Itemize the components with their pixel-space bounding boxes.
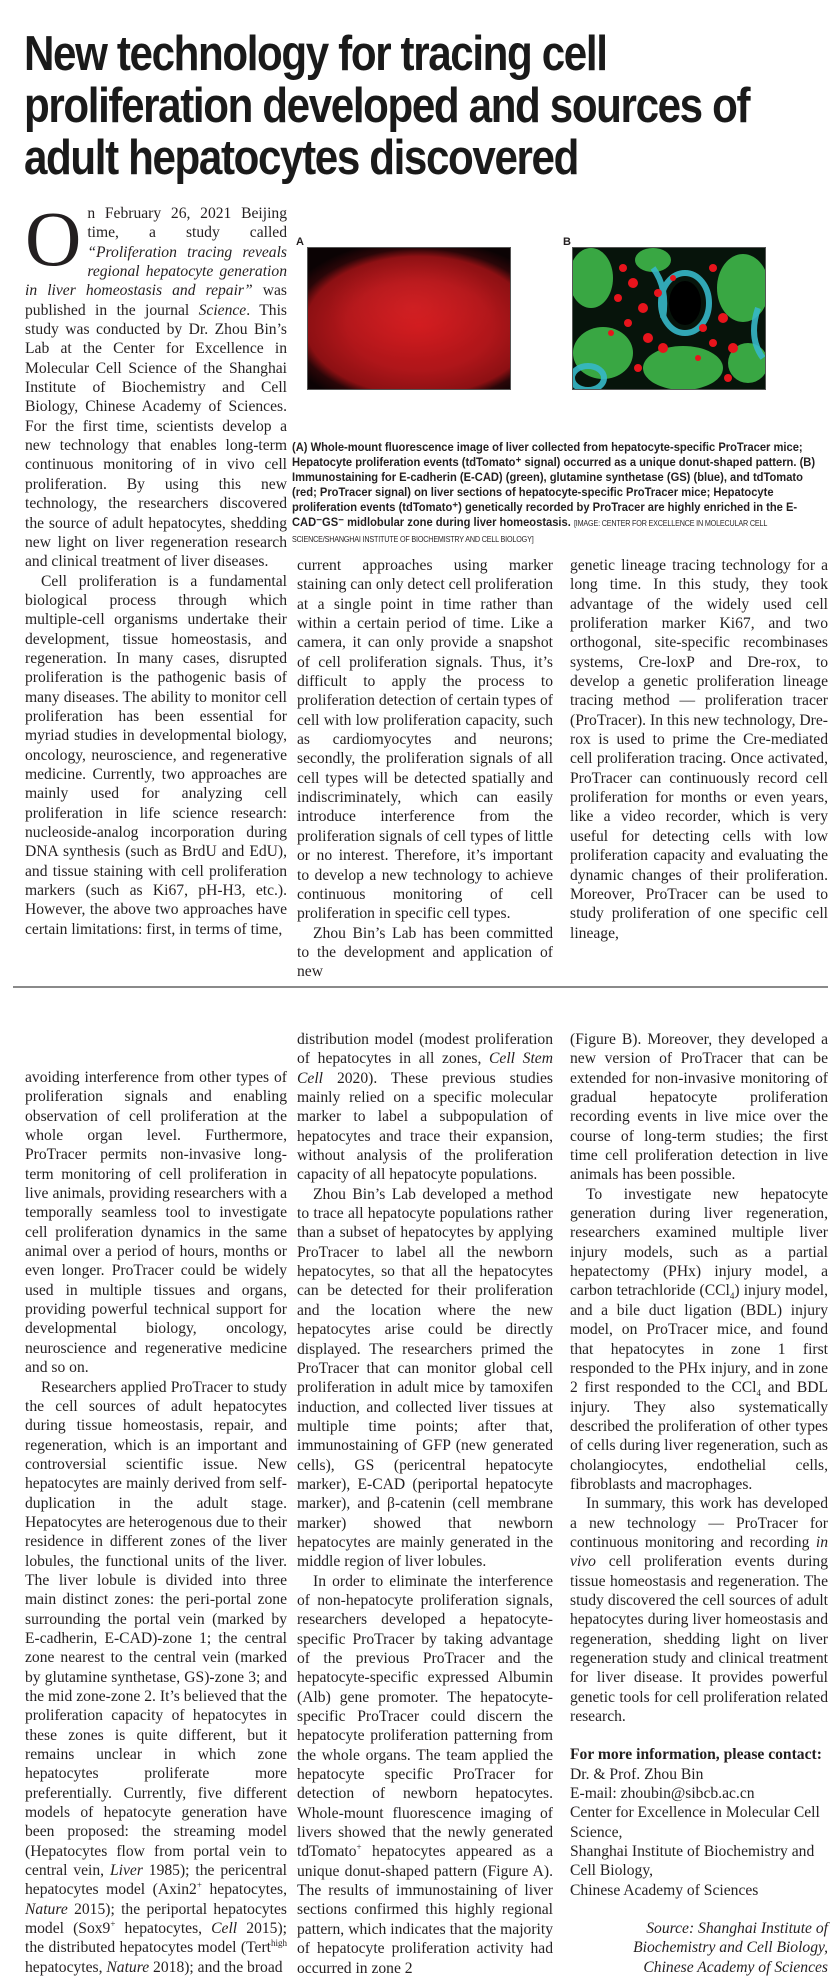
figure-label-b: B bbox=[563, 236, 571, 248]
intro-paragraph: On February 26, 2021 Beijing time, a study called “Proliferation tracing reveals regional hepatocyte generation in liver homeostasis and repair” was published in the journal Science. This study was conducted by Dr. Zhou Bin’s Lab at the Center for Excellence in Molecular Cell Science of the Shanghai Institute of Biochemistry and Cell Biology, Chinese Academy of Sciences. For the first time, scientists develop a new technology that enables long-term continuous monitoring of in vivo cell proliferation. By using this new technology, the researchers discovered the source of adult hepatocytes, shedding new light on liver regeneration research and clinical treatment of liver diseases. bbox=[25, 195, 287, 571]
paragraph: (Figure B). Moreover, they developed a new version of ProTracer that can be extended for non-invasive monitoring of gradual hepatocyte proliferation recording events in live mice over the course of long-term studies; the first time cell proliferation detection in live animals has been possible. bbox=[570, 1031, 828, 1184]
paragraph: Researchers applied ProTracer to study the cell sources of adult hepatocytes during tissue homeostasis, repair, and regeneration, which is an important and controversial scientific issue. New hepatocytes are mainly derived from self-duplication in the adult stage. Hepatocytes are heterogenous due to their residence in different zones of the liver lobules, the functional units of the liver. The liver lobule is divided into three main distinct zones: the peri-portal zone surrounding the portal vein (marked by E-cadherin, E-CAD)-zone 1; the central zone nearest to the central vein (marked by glutamine synthetase, GS)-zone 3; and the mid zone-zone 2. It’s believed that the proliferation capacity of hepatocytes in these zones is quite different, but it remains unclear in which zone hepatocytes proliferate more preferentially. Currently, five different models of hepatocyte generation have been proposed: the streaming model (Hepatocytes flow from portal vein to central vein, Liver 1985); the pericentral hepatocytes model (Axin2+ hepatocytes, Nature 2015); the periportal hepatocytes model (Sox9+ hepatocytes, Cell 2015); the distributed hepatocytes model (Tert$^{high}$ hepatocytes, Nature 2018); and the broad bbox=[25, 1378, 288, 1976]
section-divider bbox=[13, 986, 828, 988]
paragraph: genetic lineage tracing technology for a long time. In this study, they took advantage of the widely used cell proliferation marker Ki67, and two orthogonal, site-specific recombinases systems, Cre-loxP and Dre-rox, to develop a genetic proliferation lineage tracing method — proliferation tracer (ProTracer). In this new technology, Dre-rox is used to prime the Cre-mediated cell proliferation tracing. Once activated, ProTracer can continuously record cell proliferation for months or even years, like a video recorder, which is very useful for detecting cells with low proliferation capacity and evaluating the dynamic changes of their proliferation. Moreover, ProTracer can be used to study proliferation of one specific cell lineage, bbox=[570, 557, 828, 942]
column-upper-right bbox=[570, 556, 828, 943]
contact-org: Chinese Academy of Sciences bbox=[570, 1881, 759, 1899]
contact-org: Shanghai Institute of Biochemistry and Cell Biology, bbox=[570, 1843, 815, 1880]
figure-b-immunostaining-image bbox=[572, 247, 766, 390]
figure-a-liver-image bbox=[307, 247, 511, 390]
article-title: New technology for tracing cell proliferation developed and sources of adult hepatocytes discovered bbox=[24, 27, 750, 185]
immunostaining-illustration bbox=[573, 248, 765, 389]
paragraph: current approaches using marker staining can only detect cell proliferation at a single point in time rather than within a certain period of time. Like a camera, it can only provide a snapshot of cell proliferation signals. Thus, it’s difficult to apply the process to proliferation detection of certain types of cell with low proliferation capacity, such as cardiomyocytes and neurons; secondly, the proliferation signals of all cell types will be detected spatially and indiscriminately, which can easily introduce interference from the proliferation signals of cell types of little or no interest. Therefore, it’s important to develop a new technology to achieve continuous monitoring of cell proliferation in specific cell types. bbox=[297, 557, 553, 923]
column-upper-middle bbox=[297, 556, 553, 982]
column-lower-right bbox=[570, 1030, 828, 1977]
paragraph: avoiding interference from other types of proliferation signals and enabling observation of cell proliferation at the whole organ level. Furthermore, ProTracer permits non-invasive long-term monitoring of cell proliferation in live animals, providing researchers with a temporally seamless tool to investigate cell proliferation dynamics in the same animal over a period of hours, months or even longer. ProTracer could be widely used in multiple tissues and organs, providing powerful technical support for developmental biology, oncology, neuroscience and regenerative medicine and so on. bbox=[25, 1069, 287, 1377]
journal-name: Science bbox=[198, 301, 247, 319]
contact-org: Center for Excellence in Molecular Cell Science, bbox=[570, 1804, 820, 1841]
paragraph: Zhou Bin’s Lab has been committed to the development and application of new bbox=[297, 924, 553, 981]
figure-label-a: A bbox=[296, 236, 304, 248]
source-credit: Source: Shanghai Institute of Biochemistry and Cell Biology, Chinese Academy of Sciences bbox=[633, 1920, 828, 1976]
column-lower-left bbox=[25, 1068, 287, 1977]
study-title: “Proliferation tracing reveals regional hepatocyte generation in liver homeostasis and repair” bbox=[25, 243, 287, 300]
paragraph: In summary, this work has developed a new technology — ProTracer for continuous monitoring and recording in vivo cell proliferation events during tissue homeostasis and regeneration. The study discovered the cell sources of adult hepatocytes during liver homeostasis and regeneration, shedding light on liver regeneration study and clinical treatment for liver disease. It provides powerful genetic tools for cell proliferation related research. bbox=[570, 1495, 828, 1726]
paragraph: Cell proliferation is a fundamental biological process through which multiple-cell organisms undertake their development, tissue homeostasis, and regeneration. In many cases, disrupted proliferation is the pathogenic basis of many diseases. The ability to monitor cell proliferation has been essential for myriad studies in developmental biology, oncology, neuroscience, and regenerative medicine. Currently, two approaches are mainly used for analyzing cell proliferation in life science research: nucleoside-analog incorporation during DNA synthesis (such as BrdU and EdU), and tissue staining with cell proliferation markers (such as Ki67, pH-H3, etc.). However, the above two approaches have certain limitations: first, in terms of time, bbox=[25, 572, 287, 938]
contact-name: Dr. & Prof. Zhou Bin bbox=[570, 1765, 704, 1783]
paragraph: To investigate new hepatocyte generation during liver regeneration, researchers examined multiple liver injury models, such as a partial hepatectomy (PHx) injury model, a carbon tetrachloride (CCl$_4$) injury model, and a bile duct ligation (BDL) injury model, on ProTracer mice, and found that hepatocytes in zone 1 first responded to the PHx injury, and in zone 2 first responded to the CCl$_4$ and BDL injury. They also systematically described the proliferation of other types of cells during liver regeneration, such as cholangiocytes, endothelial cells, fibroblasts and macrophages. bbox=[570, 1185, 829, 1493]
figure-caption: (A) Whole-mount fluorescence image of liver collected from hepatocyte-specific ProTracer mice; Hepatocyte proliferation events (tdTomato⁺ signal) occurred as a unique donut-shaped pattern. (B) Immunostaining for E-cadherin (E-CAD) (green), glutamine synthetase (GS) (blue), and tdTomato (red; ProTracer signal) on liver sections of hepatocyte-specific ProTracer mice; Hepatocyte proliferation events (tdTomato⁺) genetically recorded by ProTracer are highly enriched in the E-CAD⁻GS⁻ midlobular zone during liver homeostasis. [IMAGE: CENTER FOR EXCELLENCE IN MOLECULAR CELL SCIENCE/SHANGHAI INSTITUTE OF BIOCHEMISTRY AND CELL BIOLOGY] bbox=[292, 440, 816, 544]
contact-block bbox=[570, 1745, 828, 1900]
drop-cap: O bbox=[25, 195, 82, 282]
contact-heading: For more information, please contact: bbox=[570, 1746, 822, 1764]
paragraph: In order to eliminate the interference of non-hepatocyte proliferation signals, researchers developed a hepatocyte-specific ProTracer by taking advantage of the previous ProTracer and the hepatocyte-specific expressed Albumin (Alb) gene promoter. The hepatocyte-specific ProTracer could discern the hepatocyte proliferation patterning from the whole organs. The team applied the hepatocyte specific ProTracer for detection of newborn hepatocytes. Whole-mount fluorescence imaging of livers showed that the newly generated tdTomato+ hepatocytes appeared as a unique donut-shaped pattern (Figure A). The results of immunostaining of liver sections confirmed this highly regional pattern, which indicates that the majority of hepatocyte proliferation activity had occurred in zone 2 bbox=[297, 1572, 553, 1977]
paragraph: Zhou Bin’s Lab developed a method to trace all hepatocyte populations rather than a subset of hepatocytes by applying ProTracer to label all the newborn hepatocytes, so that all the hepatocytes can be detected for their proliferation and the location where the new hepatocytes arise could be directly displayed. The researchers primed the ProTracer that can monitor global cell proliferation in adult mice by tamoxifen induction, and collected liver tissues at multiple time points; after that, immunostaining of GFP (new generated cells), GS (pericentral hepatocyte marker), E-CAD (periportal hepatocyte marker), and β-catenin (cell membrane marker) showed that newborn hepatocytes are mainly generated in the middle region of liver lobules. bbox=[297, 1185, 553, 1571]
column-lower-middle bbox=[297, 1030, 553, 1978]
column-upper-left bbox=[25, 195, 287, 939]
image-credit: [IMAGE: CENTER FOR EXCELLENCE IN MOLECULAR CELL SCIENCE/SHANGHAI INSTITUTE OF BIOCHEMISTRY AND CELL BIOLOGY] bbox=[292, 519, 767, 544]
contact-email[interactable]: E-mail: zhoubin@sibcb.ac.cn bbox=[570, 1785, 755, 1803]
paragraph: distribution model (modest proliferation of hepatocytes in all zones, Cell Stem Cell 2020). These previous studies mainly relied on a specific molecular marker to label a subpopulation of hepatocytes and trace their expansion, without analysis of the proliferation capacity of all hepatocyte populations. bbox=[297, 1031, 553, 1184]
